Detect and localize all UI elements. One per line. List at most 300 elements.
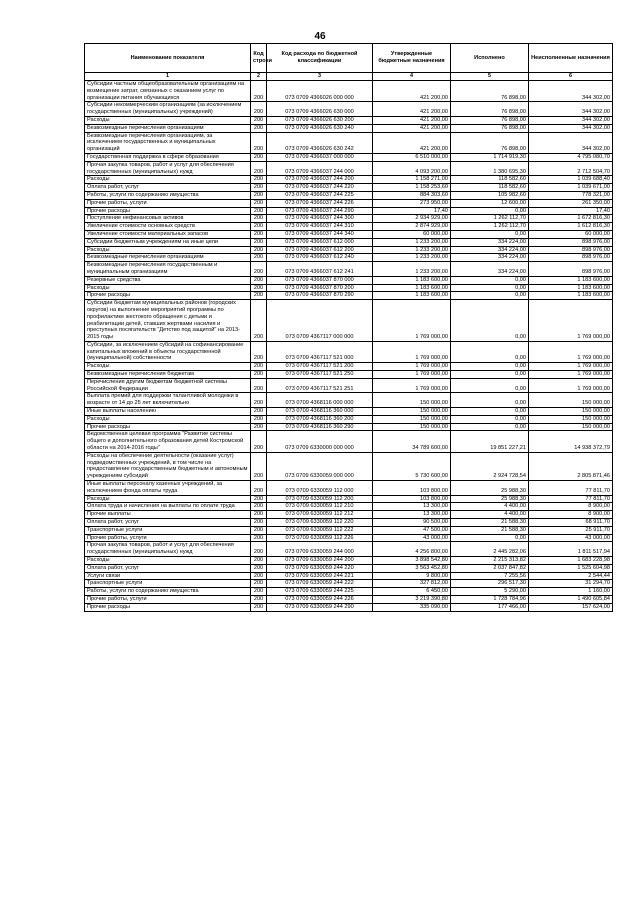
row-classification-code-cell: 073 0709 4366037 244 000 bbox=[267, 161, 373, 176]
row-name-cell: Оплата работ, услуг bbox=[85, 184, 251, 192]
row-name-cell: Безвозмездные перечисления организациям bbox=[85, 254, 251, 262]
row-approved-cell: 1 769 000,00 bbox=[373, 363, 451, 371]
table-row bbox=[85, 230, 613, 238]
row-name-cell: Субсидии бюджетным учреждениям на иные цели bbox=[85, 238, 251, 246]
row-name-cell: Безвозмездные перечисления организациям bbox=[85, 124, 251, 132]
row-name-cell: Государственная поддержка в сфере образования bbox=[85, 153, 251, 161]
row-classification-code-cell: 073 0709 4366026 000 000 bbox=[267, 81, 373, 102]
row-name-cell: Прочие работы, услуги bbox=[85, 534, 251, 542]
table-row bbox=[85, 580, 613, 588]
row-approved-cell: 335 090,00 bbox=[373, 603, 451, 611]
row-remaining-cell: 344 302,00 bbox=[529, 124, 613, 132]
row-executed-cell: 0,00 bbox=[451, 207, 529, 215]
header-number: 3 bbox=[267, 73, 373, 81]
row-remaining-cell: 43 000,00 bbox=[529, 534, 613, 542]
row-approved-cell: 60 000,00 bbox=[373, 230, 451, 238]
row-remaining-cell: 150 000,00 bbox=[529, 393, 613, 408]
row-classification-code-cell: 073 0709 6330059 244 000 bbox=[267, 542, 373, 557]
row-executed-cell: 118 582,60 bbox=[451, 184, 529, 192]
row-executed-cell: 25 988,30 bbox=[451, 481, 529, 496]
row-line-code-cell: 200 bbox=[251, 415, 267, 423]
row-name-cell: Перечисления другим бюджетам бюджетной системы Российской Федерации bbox=[85, 378, 251, 393]
row-approved-cell: 1 183 600,00 bbox=[373, 292, 451, 300]
header-unexecuted-appropriations: Неисполненные назначения bbox=[529, 44, 613, 73]
row-approved-cell: 1 183 600,00 bbox=[373, 284, 451, 292]
row-remaining-cell: 8 900,00 bbox=[529, 503, 613, 511]
row-executed-cell: 118 582,60 bbox=[451, 176, 529, 184]
table-row bbox=[85, 557, 613, 565]
row-classification-code-cell: 073 0709 4366026 630 240 bbox=[267, 124, 373, 132]
table-row bbox=[85, 415, 613, 423]
row-executed-cell: 105 982,60 bbox=[451, 191, 529, 199]
row-classification-code-cell: 073 0709 4366037 612 241 bbox=[267, 262, 373, 277]
row-name-cell: Оплата работ, услуг bbox=[85, 564, 251, 572]
row-classification-code-cell: 073 0709 6330059 112 200 bbox=[267, 495, 373, 503]
table-row bbox=[85, 284, 613, 292]
row-remaining-cell: 1 039 688,40 bbox=[529, 176, 613, 184]
table-row bbox=[85, 431, 613, 452]
row-classification-code-cell: 073 0709 4366026 630 000 bbox=[267, 102, 373, 117]
row-classification-code-cell: 073 0709 6330059 244 290 bbox=[267, 603, 373, 611]
row-executed-cell: 21 588,30 bbox=[451, 526, 529, 534]
row-executed-cell: 0,00 bbox=[451, 230, 529, 238]
row-executed-cell: 12 600,00 bbox=[451, 199, 529, 207]
row-remaining-cell: 778 321,00 bbox=[529, 191, 613, 199]
row-classification-code-cell: 073 0709 4366037 612 200 bbox=[267, 246, 373, 254]
table-row bbox=[85, 276, 613, 284]
row-line-code-cell: 200 bbox=[251, 481, 267, 496]
row-name-cell: Прочие расходы bbox=[85, 423, 251, 431]
row-classification-code-cell: 073 0709 6330059 112 220 bbox=[267, 519, 373, 527]
row-executed-cell: 1 262 112,70 bbox=[451, 215, 529, 223]
row-line-code-cell: 200 bbox=[251, 276, 267, 284]
table-row bbox=[85, 378, 613, 393]
row-approved-cell: 884 303,60 bbox=[373, 191, 451, 199]
row-name-cell: Расходы bbox=[85, 116, 251, 124]
row-executed-cell: 177 466,00 bbox=[451, 603, 529, 611]
row-line-code-cell: 200 bbox=[251, 511, 267, 519]
row-classification-code-cell: 073 0709 4367117 521 250 bbox=[267, 371, 373, 379]
table-row bbox=[85, 176, 613, 184]
table-row bbox=[85, 81, 613, 102]
row-approved-cell: 6 510 000,00 bbox=[373, 153, 451, 161]
row-name-cell: Транспортные услуги bbox=[85, 526, 251, 534]
row-remaining-cell: 8 900,00 bbox=[529, 511, 613, 519]
row-line-code-cell: 200 bbox=[251, 300, 267, 342]
row-name-cell: Работы, услуги по содержанию имущества bbox=[85, 588, 251, 596]
row-name-cell: Транспортные услуги bbox=[85, 580, 251, 588]
row-line-code-cell: 200 bbox=[251, 230, 267, 238]
row-line-code-cell: 200 bbox=[251, 534, 267, 542]
row-classification-code-cell: 073 0709 4366037 870 290 bbox=[267, 292, 373, 300]
row-executed-cell: 76 898,00 bbox=[451, 116, 529, 124]
row-line-code-cell: 200 bbox=[251, 153, 267, 161]
row-line-code-cell: 200 bbox=[251, 557, 267, 565]
row-remaining-cell: 1 183 600,00 bbox=[529, 284, 613, 292]
row-name-cell: Расходы bbox=[85, 363, 251, 371]
row-remaining-cell: 2 544,44 bbox=[529, 572, 613, 580]
row-line-code-cell: 200 bbox=[251, 595, 267, 603]
row-line-code-cell: 200 bbox=[251, 207, 267, 215]
row-approved-cell: 150 000,00 bbox=[373, 393, 451, 408]
row-remaining-cell: 1 811 517,94 bbox=[529, 542, 613, 557]
row-classification-code-cell: 073 0709 6330000 000 000 bbox=[267, 431, 373, 452]
row-name-cell: Безвозмездные перечисления организациям, за исключением государственных и муниципальных организаций bbox=[85, 132, 251, 153]
row-remaining-cell: 1 769 000,00 bbox=[529, 300, 613, 342]
header-number-row bbox=[85, 73, 613, 81]
row-remaining-cell: 344 302,00 bbox=[529, 102, 613, 117]
header-line-code: Код строки bbox=[251, 44, 267, 73]
row-approved-cell: 421 200,00 bbox=[373, 81, 451, 102]
table-row bbox=[85, 254, 613, 262]
row-approved-cell: 2 934 929,00 bbox=[373, 215, 451, 223]
row-remaining-cell: 77 811,70 bbox=[529, 495, 613, 503]
row-name-cell: Расходы bbox=[85, 495, 251, 503]
row-line-code-cell: 200 bbox=[251, 81, 267, 102]
table-row bbox=[85, 132, 613, 153]
row-remaining-cell: 14 938 372,79 bbox=[529, 431, 613, 452]
row-remaining-cell: 60 000,00 bbox=[529, 230, 613, 238]
row-classification-code-cell: 073 0709 4366037 612 240 bbox=[267, 254, 373, 262]
row-approved-cell: 1 769 000,00 bbox=[373, 300, 451, 342]
table-row bbox=[85, 363, 613, 371]
row-line-code-cell: 200 bbox=[251, 564, 267, 572]
row-approved-cell: 3 219 390,80 bbox=[373, 595, 451, 603]
row-name-cell: Выплата премий для поддержки талантливой молодежи в возрасте от 14 до 25 лет включительно bbox=[85, 393, 251, 408]
row-executed-cell: 0,00 bbox=[451, 284, 529, 292]
row-classification-code-cell: 073 0709 6330059 112 222 bbox=[267, 526, 373, 534]
row-line-code-cell: 200 bbox=[251, 246, 267, 254]
row-approved-cell: 4 256 800,00 bbox=[373, 542, 451, 557]
row-approved-cell: 34 789 600,00 bbox=[373, 431, 451, 452]
row-classification-code-cell: 073 0709 4367117 521 251 bbox=[267, 378, 373, 393]
table-row bbox=[85, 495, 613, 503]
row-executed-cell: 2 215 313,82 bbox=[451, 557, 529, 565]
row-classification-code-cell: 073 0709 4368116 360 200 bbox=[267, 415, 373, 423]
table-row bbox=[85, 207, 613, 215]
row-classification-code-cell: 073 0709 4366037 244 300 bbox=[267, 215, 373, 223]
row-executed-cell: 76 898,00 bbox=[451, 124, 529, 132]
row-executed-cell: 1 714 919,30 bbox=[451, 153, 529, 161]
row-approved-cell: 90 500,00 bbox=[373, 519, 451, 527]
table-row bbox=[85, 184, 613, 192]
row-remaining-cell: 1 160,00 bbox=[529, 588, 613, 596]
table-row bbox=[85, 603, 613, 611]
row-approved-cell: 1 158 271,00 bbox=[373, 176, 451, 184]
row-approved-cell: 150 000,00 bbox=[373, 423, 451, 431]
row-approved-cell: 103 800,00 bbox=[373, 495, 451, 503]
row-line-code-cell: 200 bbox=[251, 262, 267, 277]
row-approved-cell: 9 800,00 bbox=[373, 572, 451, 580]
row-classification-code-cell: 073 0709 6330059 244 221 bbox=[267, 572, 373, 580]
row-classification-code-cell: 073 0709 6330059 244 225 bbox=[267, 588, 373, 596]
table-row bbox=[85, 292, 613, 300]
row-executed-cell: 334 224,00 bbox=[451, 238, 529, 246]
row-name-cell: Прочая закупка товаров, работ и услуг для обеспечения государственных (муниципальных) нужд bbox=[85, 542, 251, 557]
row-line-code-cell: 200 bbox=[251, 526, 267, 534]
table-row bbox=[85, 588, 613, 596]
row-line-code-cell: 200 bbox=[251, 542, 267, 557]
row-name-cell: Прочие расходы bbox=[85, 603, 251, 611]
row-approved-cell: 150 000,00 bbox=[373, 408, 451, 416]
row-executed-cell: 0,00 bbox=[451, 363, 529, 371]
row-remaining-cell: 344 302,00 bbox=[529, 116, 613, 124]
row-name-cell: Расходы bbox=[85, 176, 251, 184]
row-remaining-cell: 898 976,00 bbox=[529, 254, 613, 262]
table-row bbox=[85, 246, 613, 254]
row-remaining-cell: 898 976,00 bbox=[529, 238, 613, 246]
row-line-code-cell: 200 bbox=[251, 431, 267, 452]
row-executed-cell: 2 924 728,54 bbox=[451, 452, 529, 480]
row-line-code-cell: 200 bbox=[251, 341, 267, 362]
header-number: 5 bbox=[451, 73, 529, 81]
row-name-cell: Безвозмездные перечисления государственным и муниципальным организациям bbox=[85, 262, 251, 277]
header-row bbox=[85, 44, 613, 73]
row-name-cell: Ведомственная целевая программа "Развитие системы общего и дополнительного образования детей Костромской области на 2014-2016 годы" bbox=[85, 431, 251, 452]
table-row bbox=[85, 161, 613, 176]
table-row bbox=[85, 102, 613, 117]
header-executed: Исполнено bbox=[451, 44, 529, 73]
row-executed-cell: 2 445 282,06 bbox=[451, 542, 529, 557]
row-remaining-cell: 344 302,00 bbox=[529, 81, 613, 102]
row-remaining-cell: 1 183 600,00 bbox=[529, 292, 613, 300]
row-name-cell: Прочие расходы bbox=[85, 292, 251, 300]
row-line-code-cell: 200 bbox=[251, 452, 267, 480]
row-approved-cell: 1 158 253,60 bbox=[373, 184, 451, 192]
row-executed-cell: 0,00 bbox=[451, 341, 529, 362]
row-remaining-cell: 1 769 000,00 bbox=[529, 363, 613, 371]
row-approved-cell: 150 000,00 bbox=[373, 415, 451, 423]
header-indicator-name: Наименование показателя bbox=[85, 44, 251, 73]
table-row bbox=[85, 393, 613, 408]
row-remaining-cell: 25 911,70 bbox=[529, 526, 613, 534]
row-executed-cell: 19 851 227,21 bbox=[451, 431, 529, 452]
row-remaining-cell: 68 911,70 bbox=[529, 519, 613, 527]
table-row bbox=[85, 238, 613, 246]
row-approved-cell: 1 233 200,00 bbox=[373, 238, 451, 246]
row-name-cell: Расходы на обеспечение деятельности (оказание услуг) подведомственных учреждений, в том числе на предоставление государственным бюджетным и автономным учреждениям субсидий bbox=[85, 452, 251, 480]
row-classification-code-cell: 073 0709 4366037 870 000 bbox=[267, 276, 373, 284]
table-row bbox=[85, 124, 613, 132]
row-executed-cell: 0,00 bbox=[451, 408, 529, 416]
row-name-cell: Работы, услуги по содержанию имущества bbox=[85, 191, 251, 199]
row-classification-code-cell: 073 0709 4368116 000 000 bbox=[267, 393, 373, 408]
row-name-cell: Иные выплаты персоналу казенных учреждений, за исключением фонда оплаты труда bbox=[85, 481, 251, 496]
row-line-code-cell: 200 bbox=[251, 580, 267, 588]
row-remaining-cell: 1 525 604,98 bbox=[529, 564, 613, 572]
row-approved-cell: 43 000,00 bbox=[373, 534, 451, 542]
row-approved-cell: 1 769 000,00 bbox=[373, 371, 451, 379]
row-remaining-cell: 1 683 228,98 bbox=[529, 557, 613, 565]
row-approved-cell: 1 233 200,00 bbox=[373, 254, 451, 262]
row-line-code-cell: 200 bbox=[251, 423, 267, 431]
row-remaining-cell: 150 000,00 bbox=[529, 408, 613, 416]
row-line-code-cell: 200 bbox=[251, 161, 267, 176]
row-executed-cell: 0,00 bbox=[451, 423, 529, 431]
row-name-cell: Расходы bbox=[85, 246, 251, 254]
row-classification-code-cell: 073 0709 4366037 244 226 bbox=[267, 199, 373, 207]
row-classification-code-cell: 073 0709 4366026 630 242 bbox=[267, 132, 373, 153]
row-approved-cell: 327 812,00 bbox=[373, 580, 451, 588]
row-remaining-cell: 1 612 816,30 bbox=[529, 223, 613, 231]
table-row bbox=[85, 564, 613, 572]
row-name-cell: Расходы bbox=[85, 415, 251, 423]
row-name-cell: Субсидии бюджетам муниципальных районов (городских округов) на выполнение мероприятий программы по профилактике жестокого обращения с детьми и реабилитации детей, ставших жертвами насилия и преступных посягательств "Детство под защитой" на 2013-2015 годы bbox=[85, 300, 251, 342]
row-line-code-cell: 200 bbox=[251, 588, 267, 596]
row-line-code-cell: 200 bbox=[251, 603, 267, 611]
row-approved-cell: 1 233 200,00 bbox=[373, 246, 451, 254]
row-remaining-cell: 898 976,00 bbox=[529, 262, 613, 277]
row-line-code-cell: 200 bbox=[251, 191, 267, 199]
row-executed-cell: 0,00 bbox=[451, 300, 529, 342]
row-approved-cell: 421 200,00 bbox=[373, 124, 451, 132]
table-row bbox=[85, 153, 613, 161]
row-executed-cell: 76 898,00 bbox=[451, 102, 529, 117]
row-name-cell: Увеличение стоимости основных средств bbox=[85, 223, 251, 231]
row-executed-cell: 334 224,00 bbox=[451, 254, 529, 262]
row-name-cell: Услуги связи bbox=[85, 572, 251, 580]
row-line-code-cell: 200 bbox=[251, 503, 267, 511]
row-line-code-cell: 200 bbox=[251, 284, 267, 292]
row-classification-code-cell: 073 0709 4367117 000 000 bbox=[267, 300, 373, 342]
row-name-cell: Безвозмездные перечисления бюджетам bbox=[85, 371, 251, 379]
row-line-code-cell: 200 bbox=[251, 102, 267, 117]
row-executed-cell: 0,00 bbox=[451, 276, 529, 284]
table-row bbox=[85, 503, 613, 511]
row-classification-code-cell: 073 0709 6330059 244 226 bbox=[267, 595, 373, 603]
header-budget-classification-code: Код расхода по бюджетной классификации bbox=[267, 44, 373, 73]
table-row bbox=[85, 452, 613, 480]
row-approved-cell: 13 300,00 bbox=[373, 511, 451, 519]
row-executed-cell: 1 380 695,30 bbox=[451, 161, 529, 176]
row-executed-cell: 7 255,56 bbox=[451, 572, 529, 580]
row-remaining-cell: 150 000,00 bbox=[529, 415, 613, 423]
row-approved-cell: 103 800,00 bbox=[373, 481, 451, 496]
row-remaining-cell: 2 712 504,70 bbox=[529, 161, 613, 176]
row-approved-cell: 47 500,00 bbox=[373, 526, 451, 534]
table-body bbox=[85, 81, 613, 612]
row-line-code-cell: 200 bbox=[251, 116, 267, 124]
row-executed-cell: 0,00 bbox=[451, 292, 529, 300]
table-row bbox=[85, 116, 613, 124]
table-row bbox=[85, 262, 613, 277]
table-row bbox=[85, 534, 613, 542]
table-row bbox=[85, 595, 613, 603]
table-row bbox=[85, 199, 613, 207]
row-name-cell: Прочие расходы bbox=[85, 207, 251, 215]
table-row bbox=[85, 572, 613, 580]
row-approved-cell: 421 200,00 bbox=[373, 102, 451, 117]
row-approved-cell: 6 450,00 bbox=[373, 588, 451, 596]
row-executed-cell: 296 517,30 bbox=[451, 580, 529, 588]
row-name-cell: Прочие работы, услуги bbox=[85, 595, 251, 603]
row-classification-code-cell: 073 0709 4366037 244 310 bbox=[267, 223, 373, 231]
row-approved-cell: 2 874 929,00 bbox=[373, 223, 451, 231]
header-number: 1 bbox=[85, 73, 251, 81]
row-name-cell: Иные выплаты населению bbox=[85, 408, 251, 416]
row-executed-cell: 1 262 112,70 bbox=[451, 223, 529, 231]
row-name-cell: Субсидии, за исключением субсидий на софинансирование капитальных вложений в объекты государственной (муниципальной) собственности bbox=[85, 341, 251, 362]
row-approved-cell: 421 200,00 bbox=[373, 116, 451, 124]
row-name-cell: Прочая закупка товаров, работ и услуг для обеспечения государственных (муниципальных) нужд bbox=[85, 161, 251, 176]
row-classification-code-cell: 073 0709 6330059 112 226 bbox=[267, 534, 373, 542]
table-row bbox=[85, 542, 613, 557]
row-executed-cell: 21 588,30 bbox=[451, 519, 529, 527]
row-classification-code-cell: 073 0709 4366037 000 000 bbox=[267, 153, 373, 161]
row-approved-cell: 1 769 000,00 bbox=[373, 341, 451, 362]
row-name-cell: Расходы bbox=[85, 557, 251, 565]
row-executed-cell: 4 400,00 bbox=[451, 503, 529, 511]
row-line-code-cell: 200 bbox=[251, 238, 267, 246]
row-executed-cell: 25 988,30 bbox=[451, 495, 529, 503]
row-line-code-cell: 200 bbox=[251, 408, 267, 416]
header-number: 6 bbox=[529, 73, 613, 81]
row-classification-code-cell: 073 0709 6330059 244 220 bbox=[267, 564, 373, 572]
row-executed-cell: 0,00 bbox=[451, 393, 529, 408]
row-line-code-cell: 200 bbox=[251, 519, 267, 527]
table-row bbox=[85, 341, 613, 362]
row-classification-code-cell: 073 0709 4366037 244 200 bbox=[267, 176, 373, 184]
row-executed-cell: 0,00 bbox=[451, 371, 529, 379]
row-line-code-cell: 200 bbox=[251, 223, 267, 231]
row-remaining-cell: 1 183 600,00 bbox=[529, 276, 613, 284]
row-name-cell: Увеличение стоимости материальных запасов bbox=[85, 230, 251, 238]
row-line-code-cell: 200 bbox=[251, 371, 267, 379]
row-classification-code-cell: 073 0709 4368116 360 290 bbox=[267, 423, 373, 431]
table-row bbox=[85, 371, 613, 379]
row-approved-cell: 421 200,00 bbox=[373, 132, 451, 153]
row-classification-code-cell: 073 0709 4367117 521 200 bbox=[267, 363, 373, 371]
row-remaining-cell: 1 769 000,00 bbox=[529, 341, 613, 362]
row-name-cell: Оплата работ, услуг bbox=[85, 519, 251, 527]
row-approved-cell: 4 093 200,00 bbox=[373, 161, 451, 176]
row-executed-cell: 0,00 bbox=[451, 415, 529, 423]
row-executed-cell: 4 400,00 bbox=[451, 511, 529, 519]
row-approved-cell: 1 769 000,00 bbox=[373, 378, 451, 393]
row-executed-cell: 5 290,00 bbox=[451, 588, 529, 596]
row-executed-cell: 0,00 bbox=[451, 378, 529, 393]
row-remaining-cell: 261 350,00 bbox=[529, 199, 613, 207]
row-name-cell: Прочие работы, услуги bbox=[85, 199, 251, 207]
row-classification-code-cell: 073 0709 4366026 630 200 bbox=[267, 116, 373, 124]
row-name-cell: Расходы bbox=[85, 284, 251, 292]
row-executed-cell: 76 898,00 bbox=[451, 81, 529, 102]
row-remaining-cell: 1 490 605,84 bbox=[529, 595, 613, 603]
row-remaining-cell: 17,40 bbox=[529, 207, 613, 215]
row-executed-cell: 2 037 847,82 bbox=[451, 564, 529, 572]
row-line-code-cell: 200 bbox=[251, 215, 267, 223]
row-remaining-cell: 31 294,70 bbox=[529, 580, 613, 588]
table-row bbox=[85, 215, 613, 223]
budget-execution-table bbox=[84, 43, 613, 612]
header-number: 4 bbox=[373, 73, 451, 81]
row-line-code-cell: 200 bbox=[251, 199, 267, 207]
row-remaining-cell: 1 672 816,30 bbox=[529, 215, 613, 223]
table-row bbox=[85, 408, 613, 416]
row-classification-code-cell: 073 0709 6330059 000 000 bbox=[267, 452, 373, 480]
row-executed-cell: 334 224,00 bbox=[451, 262, 529, 277]
row-remaining-cell: 150 000,00 bbox=[529, 423, 613, 431]
row-line-code-cell: 200 bbox=[251, 132, 267, 153]
row-name-cell: Прочие выплаты bbox=[85, 511, 251, 519]
row-remaining-cell: 1 769 000,00 bbox=[529, 378, 613, 393]
row-classification-code-cell: 073 0709 4366037 244 340 bbox=[267, 230, 373, 238]
row-approved-cell: 3 898 542,80 bbox=[373, 557, 451, 565]
page-number: 46 bbox=[314, 31, 326, 42]
table-row bbox=[85, 481, 613, 496]
row-approved-cell: 1 233 200,00 bbox=[373, 262, 451, 277]
row-executed-cell: 76 898,00 bbox=[451, 132, 529, 153]
